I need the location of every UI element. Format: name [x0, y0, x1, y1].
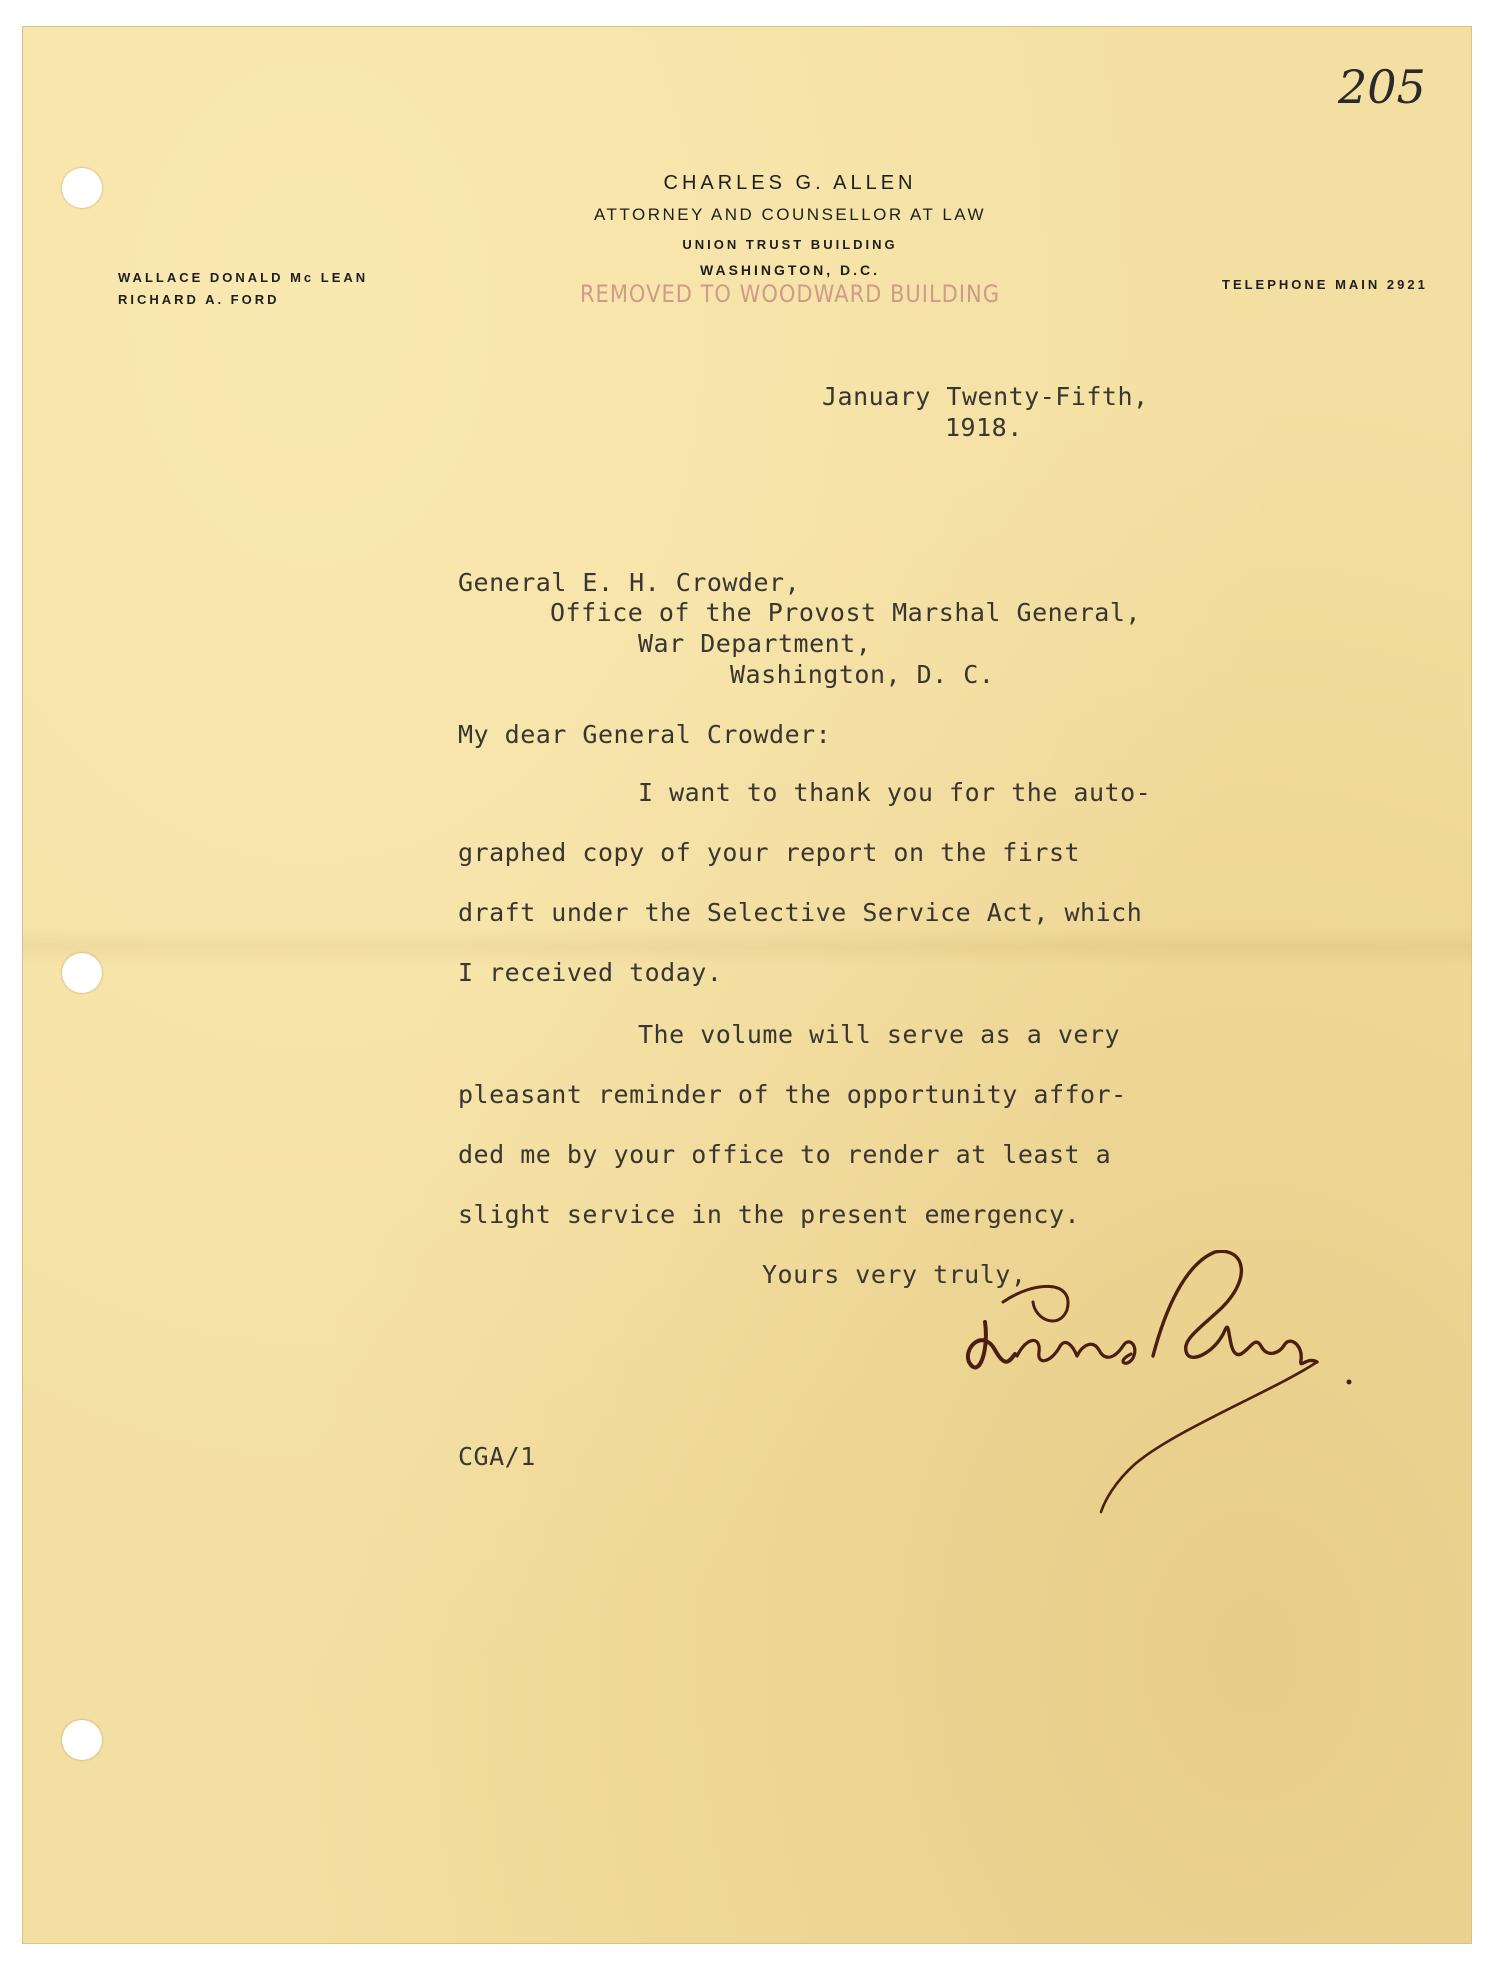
date-year: 1918. — [945, 413, 1023, 442]
body-line: I want to thank you for the auto- — [638, 778, 1152, 807]
address-line: War Department, — [638, 629, 872, 658]
body-line: ded me by your office to render at least a — [458, 1140, 1112, 1169]
address-line: Office of the Provost Marshal General, — [550, 598, 1141, 627]
body-line: The volume will serve as a very — [638, 1020, 1121, 1049]
body-line: pleasant reminder of the opportunity affor- — [458, 1080, 1127, 1109]
handwritten-signature — [955, 1250, 1395, 1530]
letterhead-city: WASHINGTON, D.C. — [700, 262, 880, 278]
body-line: graphed copy of your report on the first — [458, 838, 1081, 867]
address-line: Washington, D. C. — [730, 660, 995, 689]
removed-stamp: REMOVED TO WOODWARD BUILDING — [579, 280, 1001, 308]
letterhead-telephone: TELEPHONE MAIN 2921 — [1222, 277, 1428, 292]
letter-page — [22, 26, 1472, 1944]
punch-hole-bottom — [62, 1720, 102, 1760]
salutation: My dear General Crowder: — [458, 720, 832, 749]
letterhead-title: ATTORNEY AND COUNSELLOR AT LAW — [593, 205, 987, 224]
letterhead-name: CHARLES G. ALLEN — [663, 172, 917, 194]
associate-name: WALLACE DONALD Mc LEAN — [118, 270, 369, 285]
page-number: 205 — [1338, 60, 1426, 114]
associate-name: RICHARD A. FORD — [118, 292, 280, 307]
body-line: slight service in the present emergency. — [458, 1200, 1081, 1229]
typist-reference: CGA/1 — [458, 1442, 536, 1471]
date-line: January Twenty-Fifth, — [822, 382, 1149, 411]
address-line: General E. H. Crowder, — [458, 568, 801, 597]
body-line: draft under the Selective Service Act, which — [458, 898, 1143, 927]
body-line: I received today. — [458, 958, 723, 987]
punch-hole-middle — [62, 953, 102, 993]
letterhead-building: UNION TRUST BUILDING — [682, 237, 898, 252]
closing: Yours very truly, — [762, 1260, 1027, 1289]
letterhead-associates — [118, 267, 368, 311]
